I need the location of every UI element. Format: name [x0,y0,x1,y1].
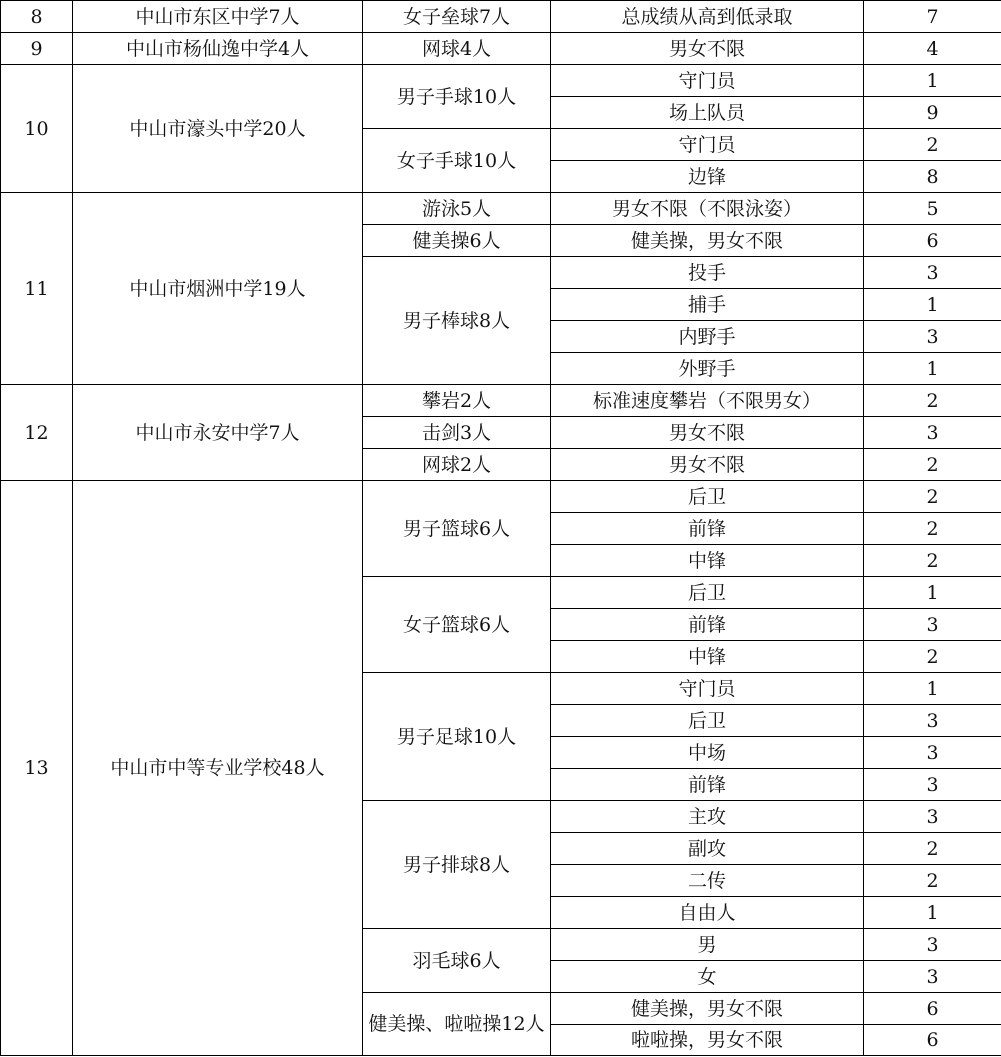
count-cell: 1 [864,353,1001,385]
position-cell: 健美操，男女不限 [551,993,864,1025]
count-cell: 6 [864,993,1001,1025]
position-cell: 主攻 [551,801,864,833]
count-cell: 2 [864,545,1001,577]
sport-cell: 女子手球10人 [363,129,551,193]
count-cell: 1 [864,673,1001,705]
count-cell: 2 [864,513,1001,545]
count-cell: 3 [864,769,1001,801]
position-cell: 啦啦操，男女不限 [551,1025,864,1056]
position-cell: 中场 [551,737,864,769]
position-cell: 男 [551,929,864,961]
sport-cell: 羽毛球6人 [363,929,551,993]
table-row [1,385,1001,417]
sport-cell: 健美操6人 [363,225,551,257]
sport-cell: 击剑3人 [363,417,551,449]
sport-cell: 男子棒球8人 [363,257,551,385]
count-cell: 3 [864,801,1001,833]
school-cell: 中山市杨仙逸中学4人 [73,33,363,65]
table-row [1,65,1001,97]
row-number-cell: 12 [1,385,73,481]
position-cell: 场上队员 [551,97,864,129]
count-cell: 9 [864,97,1001,129]
count-cell: 1 [864,897,1001,929]
sport-cell: 健美操、啦啦操12人 [363,993,551,1056]
table-row [1,1,1001,33]
count-cell: 3 [864,705,1001,737]
position-cell: 健美操，男女不限 [551,225,864,257]
position-cell: 守门员 [551,673,864,705]
position-cell: 男女不限（不限泳姿） [551,193,864,225]
row-number-cell: 11 [1,193,73,385]
position-cell: 标准速度攀岩（不限男女） [551,385,864,417]
sport-cell: 女子垒球7人 [363,1,551,33]
count-cell: 7 [864,1,1001,33]
table-row [1,481,1001,513]
school-cell: 中山市濠头中学20人 [73,65,363,193]
count-cell: 2 [864,641,1001,673]
count-cell: 1 [864,577,1001,609]
position-cell: 前锋 [551,609,864,641]
position-cell: 投手 [551,257,864,289]
sport-cell: 女子篮球6人 [363,577,551,673]
count-cell: 4 [864,33,1001,65]
count-cell: 1 [864,289,1001,321]
position-cell: 守门员 [551,129,864,161]
table-row [1,33,1001,65]
position-cell: 外野手 [551,353,864,385]
count-cell: 5 [864,193,1001,225]
position-cell: 后卫 [551,481,864,513]
position-cell: 自由人 [551,897,864,929]
count-cell: 2 [864,481,1001,513]
row-number-cell: 13 [1,481,73,1056]
row-number-cell: 8 [1,1,73,33]
sport-cell: 游泳5人 [363,193,551,225]
school-cell: 中山市烟洲中学19人 [73,193,363,385]
school-cell: 中山市中等专业学校48人 [73,481,363,1056]
count-cell: 6 [864,1025,1001,1056]
position-cell: 中锋 [551,641,864,673]
count-cell: 3 [864,961,1001,993]
position-cell: 中锋 [551,545,864,577]
sport-cell: 男子篮球6人 [363,481,551,577]
count-cell: 6 [864,225,1001,257]
position-cell: 副攻 [551,833,864,865]
count-cell: 3 [864,737,1001,769]
count-cell: 3 [864,609,1001,641]
school-cell: 中山市东区中学7人 [73,1,363,33]
sport-cell: 网球4人 [363,33,551,65]
table-row [1,193,1001,225]
row-number-cell: 9 [1,33,73,65]
count-cell: 1 [864,65,1001,97]
sport-cell: 网球2人 [363,449,551,481]
position-cell: 前锋 [551,769,864,801]
count-cell: 3 [864,321,1001,353]
count-cell: 3 [864,929,1001,961]
position-cell: 二传 [551,865,864,897]
count-cell: 2 [864,385,1001,417]
position-cell: 内野手 [551,321,864,353]
position-cell: 边锋 [551,161,864,193]
position-cell: 后卫 [551,577,864,609]
count-cell: 2 [864,449,1001,481]
count-cell: 8 [864,161,1001,193]
count-cell: 2 [864,129,1001,161]
count-cell: 2 [864,833,1001,865]
sport-cell: 攀岩2人 [363,385,551,417]
row-number-cell: 10 [1,65,73,193]
sport-cell: 男子手球10人 [363,65,551,129]
position-cell: 前锋 [551,513,864,545]
position-cell: 男女不限 [551,449,864,481]
position-cell: 后卫 [551,705,864,737]
position-cell: 女 [551,961,864,993]
position-cell: 男女不限 [551,417,864,449]
position-cell: 守门员 [551,65,864,97]
count-cell: 2 [864,865,1001,897]
school-cell: 中山市永安中学7人 [73,385,363,481]
sport-cell: 男子排球8人 [363,801,551,929]
count-cell: 3 [864,417,1001,449]
position-cell: 男女不限 [551,33,864,65]
position-cell: 总成绩从高到低录取 [551,1,864,33]
position-cell: 捕手 [551,289,864,321]
count-cell: 3 [864,257,1001,289]
sport-cell: 男子足球10人 [363,673,551,801]
